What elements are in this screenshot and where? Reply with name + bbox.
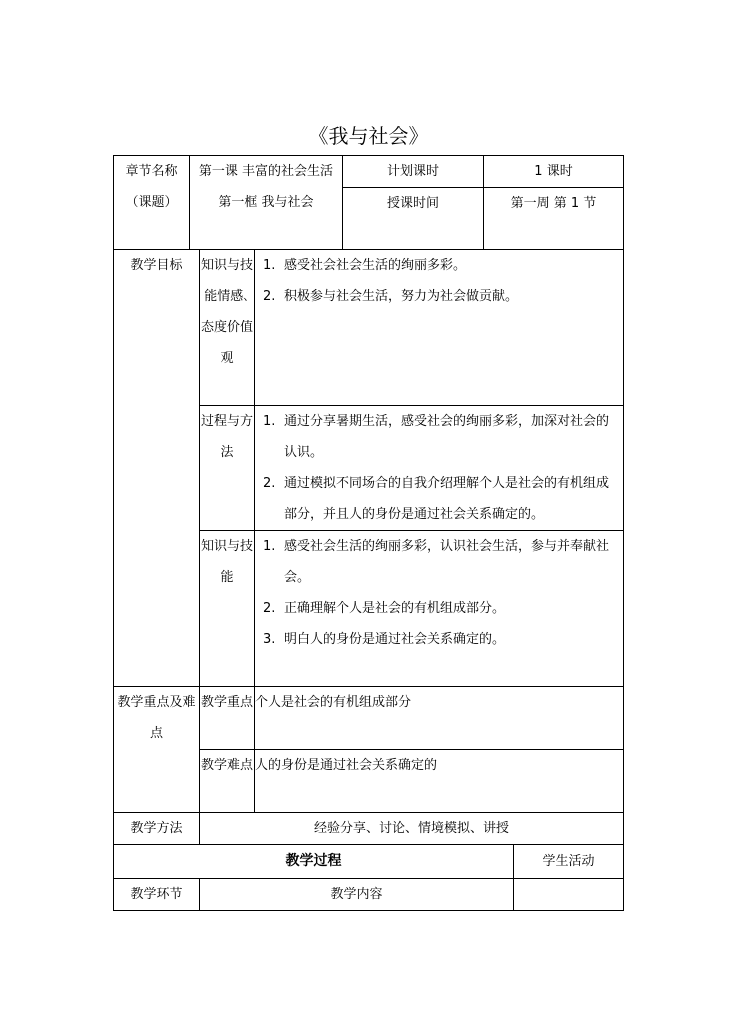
objectives-label: 教学目标 [114, 250, 200, 687]
focus-label: 教学重点 [200, 687, 255, 750]
list-item: 1. 感受社会社会生活的绚丽多彩。 [263, 258, 467, 273]
teaching-time-value: 第一周 第 1 节 [484, 188, 624, 250]
difficulty-value: 人的身份是通过社会关系确定的 [255, 750, 624, 813]
document-title: 《我与社会》 [308, 124, 429, 148]
process-label: 教学过程 [114, 845, 514, 879]
objective-group-items [255, 531, 624, 687]
planned-hours-value: 1 课时 [484, 156, 624, 188]
teaching-time-label: 授课时间 [343, 188, 484, 250]
methods-value: 经验分享、讨论、情境模拟、讲授 [200, 813, 624, 845]
chapter-label: 章节名称（课题） [114, 156, 190, 250]
list-item: 1. 通过分享暑期生活，感受社会的绚丽多彩，加深对社会的认识。 [263, 414, 610, 460]
student-activity-label: 学生活动 [514, 845, 624, 879]
lesson-plan-table [113, 155, 624, 911]
list-item: 3. 明白人的身份是通过社会关系确定的。 [263, 632, 506, 647]
list-item: 2. 通过模拟不同场合的自我介绍理解个人是社会的有机组成部分，并且人的身份是通过社会关系确定的。 [263, 476, 610, 522]
student-activity-cell [514, 879, 624, 911]
planned-hours-label: 计划课时 [343, 156, 484, 188]
objective-group-label: 过程与方法 [200, 406, 255, 531]
methods-label: 教学方法 [114, 813, 200, 845]
chapter-value-line2: 第一框 我与社会 [218, 195, 314, 210]
list-item: 2. 积极参与社会生活，努力为社会做贡献。 [263, 289, 519, 304]
list-item: 2. 正确理解个人是社会的有机组成部分。 [263, 601, 506, 616]
list-item: 1. 感受社会生活的绚丽多彩，认识社会生活，参与并奉献社会。 [263, 539, 610, 585]
key-points-label: 教学重点及难点 [114, 687, 200, 813]
objective-group-items [255, 406, 624, 531]
chapter-value [190, 156, 343, 250]
objective-group-label: 知识与技能 [200, 531, 255, 687]
chapter-value-line1: 第一课 丰富的社会生活 [198, 164, 334, 179]
stage-label: 教学环节 [114, 879, 200, 911]
difficulty-label: 教学难点 [200, 750, 255, 813]
focus-value: 个人是社会的有机组成部分 [255, 687, 624, 750]
content-label: 教学内容 [200, 879, 514, 911]
objective-group-items [255, 250, 624, 406]
objective-group-label: 知识与技能情感､态度价值观 [200, 250, 255, 406]
